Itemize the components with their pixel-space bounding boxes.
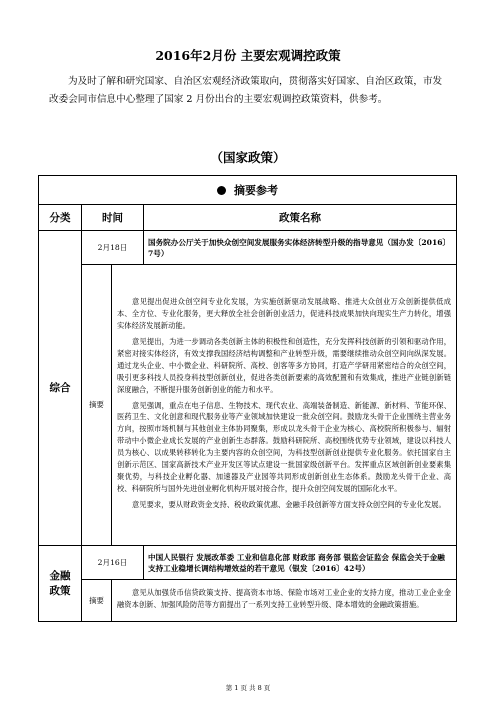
intro-paragraph: 为及时了解和研究国家、自治区宏观经济政策取向，贯彻落实好国家、自治区政策，市发改委会同市信息中心整理了国家 2 月份出台的主要宏观调控政策资料，供参考。 xyxy=(49,76,443,105)
abstract-label: 摘要 xyxy=(89,400,104,409)
header-policy: 政策名称 xyxy=(144,205,457,231)
date-cell: 2月16日 xyxy=(82,546,144,580)
policy-table xyxy=(38,175,457,622)
category-cell xyxy=(39,546,82,622)
summary-heading-cell xyxy=(39,176,457,205)
policy-name: 国务院办公厅关于加快众创空间发展服务实体经济转型升级的指导意见（国办发〔2016〕7号） xyxy=(144,231,457,265)
category-label: 金融政策 xyxy=(49,569,71,597)
abstract-paragraph: 意见从加强货币信贷政策支持、提高资本市场、保险市场对工业企业的支持力度，推动工业企业金融资本创新、加强风险防范等方面提出了一系列支持工业转型升级、降本增效的金融政策措施。 xyxy=(117,588,451,609)
abstract-label: 摘要 xyxy=(89,595,104,605)
section-heading: （国家政策） xyxy=(210,150,286,165)
abstract-cell xyxy=(112,265,457,546)
table-row xyxy=(39,265,457,546)
abstract-label-cell xyxy=(82,580,112,622)
category-cell: 综合 xyxy=(39,231,82,546)
page-footer: 第 1 页 共 8 页 xyxy=(225,684,271,692)
abstract-label-cell xyxy=(82,265,112,546)
document-title: 2016年2月份 主要宏观调控政策 xyxy=(155,48,341,63)
abstract-cell xyxy=(112,580,457,622)
table-row xyxy=(39,546,457,580)
summary-heading: 摘要参考 xyxy=(234,184,278,197)
table-row xyxy=(39,580,457,622)
abstract-paragraph: 意见提出促进众创空间专业化发展，为实施创新驱动发展战略、推进大众创业万众创新提供低成本、全方位、专业化服务，更大释放全社会创新创业活力，促进科技成果加快向现实生产力转化，增强实体经济发展新动能。 xyxy=(117,297,451,331)
header-category: 分类 xyxy=(39,205,82,231)
header-time: 时间 xyxy=(82,205,144,231)
abstract-paragraph: 意见强调，重点在电子信息、生物技术、现代农业、高端装备制造、新能源、新材料、节能环保、医药卫生、文化创意和现代服务业等产业领域加快建设一批众创空间。鼓励龙头骨干企业围绕主营业务方向，按照市场机制与其他创业主体协同聚集，形成以龙头骨干企业为核心、高校院所积极参与、辐射带动中小微企业成长发展的产业创新生态群落。鼓励科研院所、高校围绕优势专业领域，建设以科技人员为核心、以成果转移转化为主要内容的众创空间，为科技型创新创业提供专业化服务。依托国家自主创新示范区、国家高新技术产业开发区等试点建设一批国家级创新平台。发挥重点区域创新创业要素集聚优势，与科技企业孵化器、加速器及产业园等共同形成创新创业生态体系。鼓励龙头骨干企业、高校、科研院所与国外先进创业孵化机构开展对接合作，提升众创空间发展的国际化水平。 xyxy=(117,400,451,493)
bullet-icon xyxy=(217,186,226,195)
date-cell: 2月18日 xyxy=(82,231,144,265)
abstract-paragraph: 意见要求，要从财政资金支持、税收政策优惠、金融手段创新等方面支持众创空间的专业化发展。 xyxy=(132,499,446,509)
table-row xyxy=(39,231,457,265)
policy-name: 中国人民银行 发展改革委 工业和信息化部 财政部 商务部 银监会证监会 保监会关于金融支持工业稳增长调结构增效益的若干意见（银发〔2016〕42号） xyxy=(144,546,457,580)
abstract-paragraph: 意见提出，为进一步调动各类创新主体的积极性和创造性，充分发挥科技创新的引领和驱动作用，紧密对接实体经济，有效支撑我国经济结构调整和产业转型升级，需要继续推动众创空间向纵深发展。通过龙头企业、中小微企业、科研院所、高校、创客等多方协同，打造产学研用紧密结合的众创空间，吸引更多科技人员投身科技型创新创业，促进各类创新要素的高效配置和有效集成，推进产业链创新链深度融合，不断提升服务创新创业的能力和水平。 xyxy=(117,337,451,394)
